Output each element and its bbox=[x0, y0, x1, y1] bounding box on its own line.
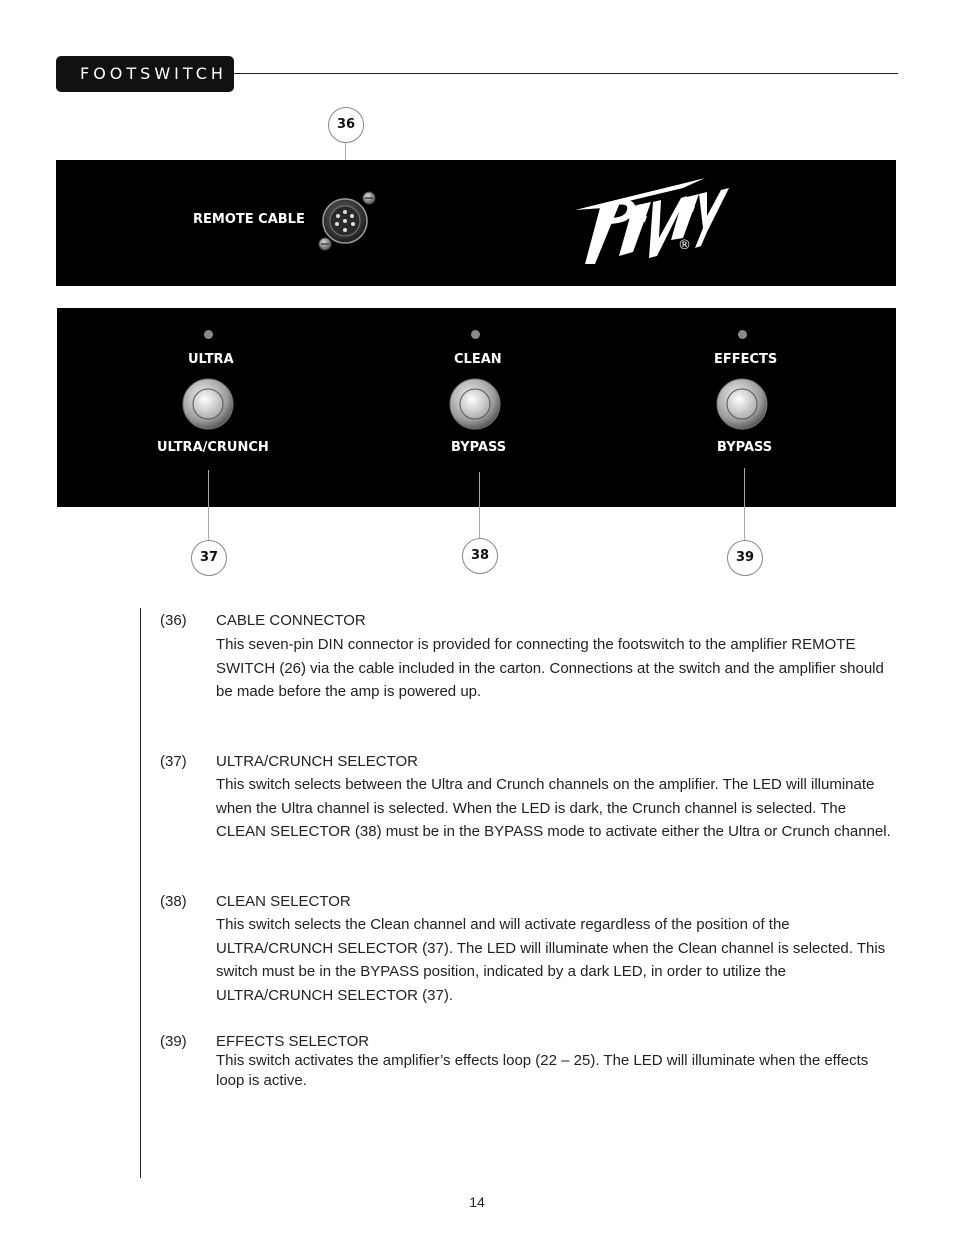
callout-37: 37 bbox=[191, 540, 227, 576]
ultra-footswitch[interactable] bbox=[182, 378, 234, 430]
description-39-title: EFFECTS SELECTOR bbox=[216, 1033, 370, 1050]
section-divider bbox=[234, 73, 898, 74]
ultra-led bbox=[204, 330, 213, 339]
peavey-logo-icon bbox=[571, 176, 737, 270]
description-38-body: This switch selects the Clean channel and will activate regardless of the position of the ULTRA/CRUNCH SELECTOR (37). The LED will illuminate when the Clean channel is selected. This switch must be in the BYPASS position, indicated by a dark LED, in order to utilize the ULTRA/CRUNCH SELECTOR (37). bbox=[216, 916, 886, 1004]
description-36-number: (36) bbox=[160, 612, 187, 629]
effects-footswitch[interactable] bbox=[716, 378, 768, 430]
din-connector-icon bbox=[318, 188, 380, 254]
callout-39: 39 bbox=[727, 540, 763, 576]
ultra-crunch-label: ULTRA/CRUNCH bbox=[157, 440, 269, 455]
clean-footswitch[interactable] bbox=[449, 378, 501, 430]
registered-mark: ® bbox=[678, 238, 691, 253]
description-margin-rule bbox=[140, 608, 141, 1178]
description-37-title: ULTRA/CRUNCH SELECTOR bbox=[216, 753, 418, 770]
page-number: 14 bbox=[469, 1194, 485, 1210]
effects-led bbox=[738, 330, 747, 339]
section-title: FOOTSWITCH bbox=[56, 56, 234, 92]
front-panel bbox=[57, 308, 896, 507]
description-39-number: (39) bbox=[160, 1033, 187, 1050]
rear-panel bbox=[56, 160, 896, 286]
description-36-body: This seven-pin DIN connector is provided for connecting the footswitch to the amplifier REMOTE SWITCH (26) via the cable included in the carton. Connections at the switch and the amplifier should be made before the amp is powered up. bbox=[216, 636, 884, 700]
effects-label: EFFECTS bbox=[714, 352, 778, 367]
ultra-label: ULTRA bbox=[188, 352, 234, 367]
callout-36: 36 bbox=[328, 107, 364, 143]
callout-39-leader bbox=[744, 468, 745, 542]
description-38-title: CLEAN SELECTOR bbox=[216, 893, 351, 910]
callout-37-leader bbox=[208, 470, 209, 542]
clean-bypass-label: BYPASS bbox=[451, 440, 507, 455]
callout-38-leader bbox=[479, 472, 480, 540]
remote-cable-label: REMOTE CABLE bbox=[193, 212, 305, 227]
effects-bypass-label: BYPASS bbox=[717, 440, 773, 455]
description-37-number: (37) bbox=[160, 753, 187, 770]
description-36-title: CABLE CONNECTOR bbox=[216, 612, 366, 629]
description-38-number: (38) bbox=[160, 893, 187, 910]
clean-label: CLEAN bbox=[454, 352, 502, 367]
clean-led bbox=[471, 330, 480, 339]
callout-38: 38 bbox=[462, 538, 498, 574]
description-37-body: This switch selects between the Ultra and Crunch channels on the amplifier. The LED will illuminate when the Ultra channel is selected. When the LED is dark, the Crunch channel is selected. The CLEAN SELECTOR (38) must be in the BYPASS mode to activate either the Ultra or Crunch channel. bbox=[216, 776, 891, 840]
description-39-body: This switch activates the amplifier’s effects loop (22 – 25). The LED will illuminate when the effects loop is active. bbox=[216, 1052, 869, 1089]
